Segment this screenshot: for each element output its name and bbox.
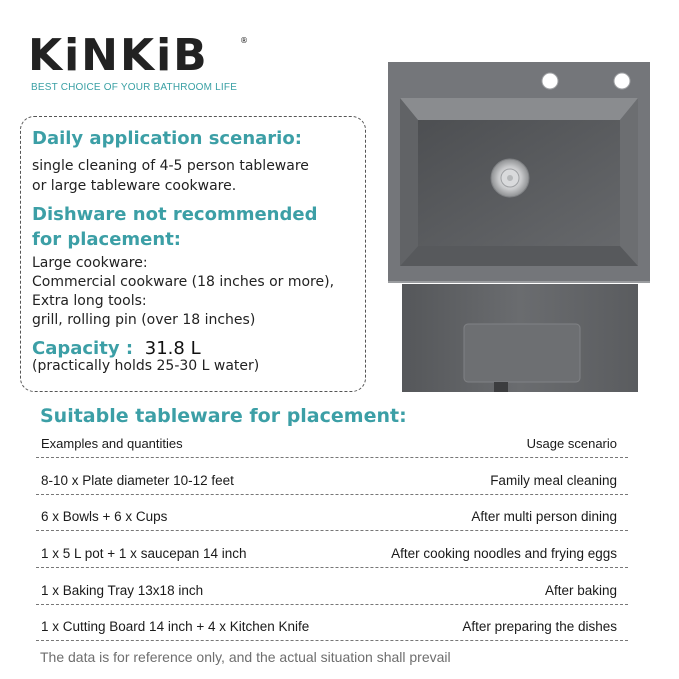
row-usage: After multi person dining xyxy=(471,509,617,525)
table-row xyxy=(36,605,628,642)
row-example: 1 x Baking Tray 13x18 inch xyxy=(41,582,204,598)
table-row xyxy=(36,458,628,495)
capacity-note: (practically holds 25-30 L water) xyxy=(32,358,260,374)
sink-image xyxy=(386,60,654,394)
daily-line: single cleaning of 4-5 person tableware xyxy=(32,158,309,174)
dishware-line: grill, rolling pin (over 18 inches) xyxy=(32,312,256,328)
header-examples: Examples and quantities xyxy=(41,436,183,451)
tableware-table xyxy=(36,430,628,641)
table-row xyxy=(36,568,628,605)
row-usage: After preparing the dishes xyxy=(462,619,617,635)
capacity xyxy=(32,338,201,359)
footnote: The data is for reference only, and the actual situation shall prevail xyxy=(40,649,451,665)
table-row xyxy=(36,495,628,532)
dishware-line: Commercial cookware (18 inches or more), xyxy=(32,274,335,290)
row-example: 1 x Cutting Board 14 inch + 4 x Kitchen Knife xyxy=(41,619,310,635)
table-header-row xyxy=(36,430,628,458)
daily-scenario-text xyxy=(32,156,309,196)
brand-name: KiNKiB xyxy=(28,30,209,81)
dishware-heading xyxy=(32,202,317,252)
faucet-hole-icon xyxy=(614,73,630,89)
faucet-hole-icon xyxy=(542,73,558,89)
dishware-line: Extra long tools: xyxy=(32,293,147,309)
brand-tagline: BEST CHOICE OF YOUR BATHROOM LIFE xyxy=(31,82,238,93)
capacity-label: Capacity : xyxy=(32,338,134,359)
brand-logo xyxy=(28,30,258,93)
row-example: 6 x Bowls + 6 x Cups xyxy=(41,509,168,525)
tableware-section-title: Suitable tableware for placement: xyxy=(40,405,407,427)
registered-mark: ® xyxy=(240,36,248,45)
row-example: 8-10 x Plate diameter 10-12 feet xyxy=(41,472,234,488)
row-usage: After baking xyxy=(544,582,617,598)
sink-access-panel xyxy=(464,324,580,382)
table-row xyxy=(36,531,628,568)
row-example: 1 x 5 L pot + 1 x saucepan 14 inch xyxy=(41,546,247,562)
sink-drain-pipe xyxy=(494,382,508,392)
dishware-line: Large cookware: xyxy=(32,255,148,271)
row-usage: After cooking noodles and frying eggs xyxy=(391,546,617,562)
dishware-heading-line: for placement: xyxy=(32,229,182,250)
header-usage: Usage scenario xyxy=(526,436,617,451)
daily-line: or large tableware cookware. xyxy=(32,178,237,194)
daily-scenario-heading: Daily application scenario: xyxy=(32,128,302,149)
dishware-heading-line: Dishware not recommended xyxy=(32,204,318,225)
dishware-text xyxy=(32,254,334,330)
row-usage: Family meal cleaning xyxy=(490,472,617,488)
capacity-value: 31.8 L xyxy=(144,338,201,359)
